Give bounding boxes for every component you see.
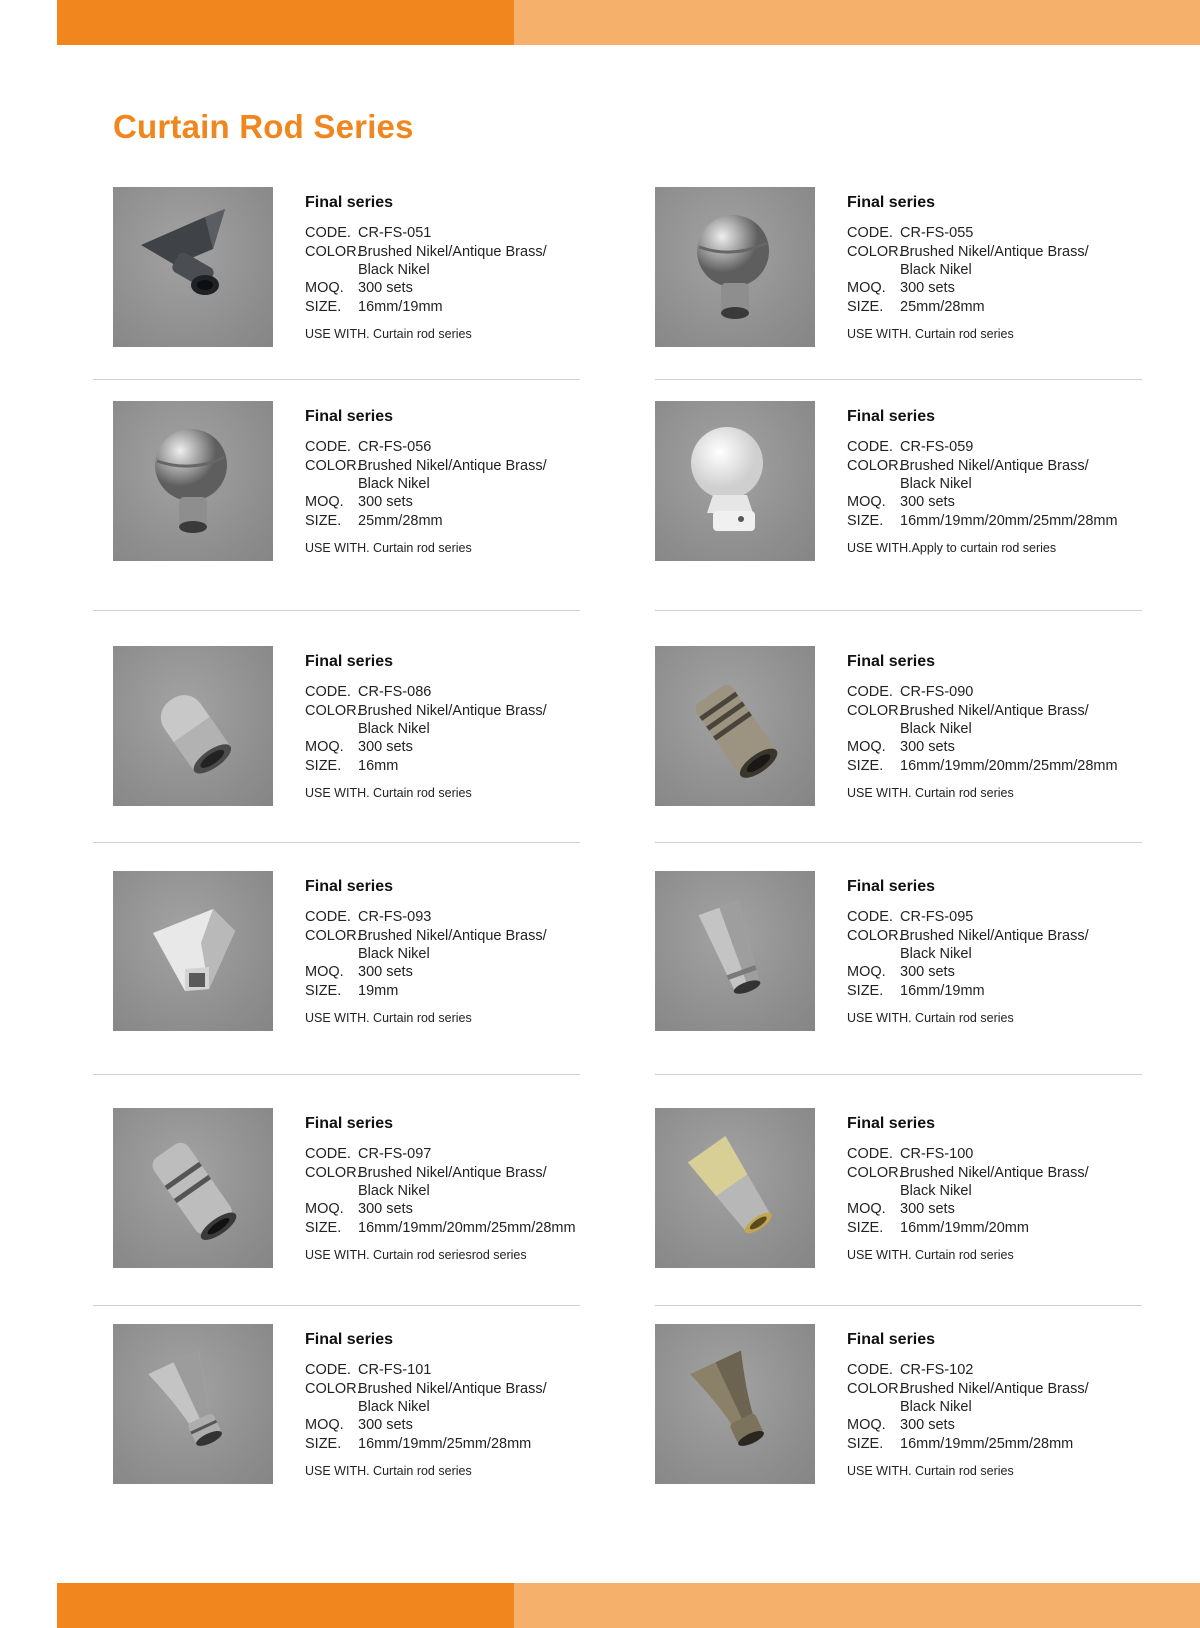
size-value: 25mm/28mm [900,299,985,315]
code-value: CR-FS-086 [358,684,432,700]
code-label: CODE. [847,1146,893,1162]
moq-label: MOQ. [847,1417,886,1433]
moq-label: MOQ. [847,739,886,755]
product-photo [655,871,815,1031]
code-row [847,1145,1187,1164]
color-value [358,1164,645,1200]
size-label: SIZE. [847,1220,884,1236]
size-value: 16mm/19mm/20mm/25mm/28mm [358,1220,576,1236]
use-with: USE WITH. Curtain rod series [847,1011,1014,1025]
size-row [305,512,645,531]
color-label: COLOR. [305,244,361,260]
page-title: Curtain Rod Series [113,108,414,145]
code-value: CR-FS-100 [900,1146,974,1162]
product-series: Final series [847,1115,936,1132]
code-label: CODE. [305,1362,351,1378]
use-with: USE WITH. Curtain rod seriesrod series [305,1248,527,1262]
color-label: COLOR. [847,1381,903,1397]
color-label: COLOR. [305,703,361,719]
size-row [847,512,1187,531]
product-series: Final series [305,878,394,895]
top-accent-bar-dark [57,0,514,45]
product-info [305,194,645,341]
code-value: CR-FS-097 [358,1146,432,1162]
top-accent-bar-light [514,0,1200,45]
use-with: USE WITH.Apply to curtain rod series [847,541,1057,555]
color-value-line2: Black Nikel [358,1183,430,1199]
use-with: USE WITH. Curtain rod series [305,541,472,555]
color-value [358,702,645,738]
moq-row [305,1200,645,1219]
moq-value: 300 sets [900,280,955,296]
color-label: COLOR. [847,703,903,719]
code-row [305,224,645,243]
product-info [847,408,1187,555]
moq-label: MOQ. [847,1201,886,1217]
moq-value: 300 sets [358,494,413,510]
color-value-line2: Black Nikel [900,1399,972,1415]
color-value [900,457,1187,493]
size-label: SIZE. [305,513,342,529]
product-series: Final series [847,194,936,211]
color-label: COLOR. [847,928,903,944]
product-series: Final series [847,1331,936,1348]
product-info [305,408,645,555]
code-value: CR-FS-101 [358,1362,432,1378]
code-row [847,438,1187,457]
product-card [655,187,1175,357]
product-series: Final series [847,653,936,670]
use-with: USE WITH. Curtain rod series [847,786,1014,800]
product-card [113,187,633,357]
color-value [900,243,1187,279]
size-label: SIZE. [305,983,342,999]
color-value [358,457,645,493]
moq-row [847,493,1187,512]
moq-value: 300 sets [900,964,955,980]
code-value: CR-FS-095 [900,909,974,925]
moq-row [305,493,645,512]
product-photo [113,401,273,561]
color-value-line1: Brushed Nikel/Antique Brass/ [358,1381,547,1397]
code-label: CODE. [305,1146,351,1162]
product-series: Final series [305,653,394,670]
code-label: CODE. [847,684,893,700]
color-row [847,702,1187,738]
product-series: Final series [847,878,936,895]
code-label: CODE. [847,439,893,455]
color-value-line1: Brushed Nikel/Antique Brass/ [900,458,1089,474]
moq-row [847,1200,1187,1219]
product-series: Final series [305,408,394,425]
color-row [305,457,645,493]
product-card [113,1324,633,1494]
code-label: CODE. [847,1362,893,1378]
moq-label: MOQ. [305,964,344,980]
size-value: 25mm/28mm [358,513,443,529]
moq-value: 300 sets [900,494,955,510]
size-row [305,982,645,1001]
product-series: Final series [305,1115,394,1132]
bottom-accent-bar-dark [57,1583,514,1628]
moq-label: MOQ. [847,280,886,296]
size-label: SIZE. [847,513,884,529]
product-photo [113,1324,273,1484]
product-photo [113,871,273,1031]
use-with: USE WITH. Curtain rod series [847,1248,1014,1262]
color-row [305,1164,645,1200]
product-info [847,878,1187,1025]
color-row [305,702,645,738]
color-row [305,927,645,963]
color-value-line1: Brushed Nikel/Antique Brass/ [900,244,1089,260]
color-row [847,243,1187,279]
cylinder-finial-icon [113,646,273,806]
moq-label: MOQ. [305,494,344,510]
color-value-line1: Brushed Nikel/Antique Brass/ [900,1381,1089,1397]
size-value: 19mm [358,983,399,999]
size-label: SIZE. [305,299,342,315]
color-value-line2: Black Nikel [900,946,972,962]
size-value: 16mm/19mm [358,299,443,315]
row-divider [93,610,580,611]
color-row [305,1380,645,1416]
size-label: SIZE. [847,299,884,315]
top-accent-bar [57,0,1200,45]
moq-value: 300 sets [358,964,413,980]
row-divider [93,379,580,380]
color-value-line2: Black Nikel [358,262,430,278]
row-divider [655,842,1142,843]
color-row [305,243,645,279]
product-photo [655,187,815,347]
product-photo [655,1108,815,1268]
color-row [847,1380,1187,1416]
product-series: Final series [305,1331,394,1348]
color-row [847,927,1187,963]
moq-row [847,738,1187,757]
size-label: SIZE. [305,1436,342,1452]
angular-finial-icon [113,187,273,347]
size-value: 16mm/19mm/20mm/25mm/28mm [900,758,1118,774]
size-value: 16mm/19mm/25mm/28mm [358,1436,532,1452]
code-label: CODE. [847,225,893,241]
color-value-line2: Black Nikel [358,476,430,492]
product-info [847,1115,1187,1262]
size-value: 16mm/19mm/20mm/25mm/28mm [900,513,1118,529]
product-card [113,646,633,816]
color-value [358,1380,645,1416]
code-value: CR-FS-102 [900,1362,974,1378]
size-label: SIZE. [847,983,884,999]
row-divider [655,1074,1142,1075]
bell-finial-icon [113,1324,273,1484]
color-label: COLOR. [305,1165,361,1181]
size-row [305,1435,645,1454]
color-value-line1: Brushed Nikel/Antique Brass/ [358,928,547,944]
color-value-line2: Black Nikel [900,262,972,278]
moq-row [305,1416,645,1435]
color-value [358,243,645,279]
color-value-line1: Brushed Nikel/Antique Brass/ [900,928,1089,944]
moq-label: MOQ. [847,964,886,980]
color-value-line1: Brushed Nikel/Antique Brass/ [358,703,547,719]
size-value: 16mm [358,758,399,774]
color-label: COLOR. [305,1381,361,1397]
use-with: USE WITH. Curtain rod series [305,1464,472,1478]
color-label: COLOR. [847,244,903,260]
size-row [305,298,645,317]
size-row [847,982,1187,1001]
code-row [305,908,645,927]
size-label: SIZE. [847,758,884,774]
moq-value: 300 sets [900,1201,955,1217]
product-photo [655,401,815,561]
row-divider [93,1074,580,1075]
code-row [847,683,1187,702]
cone-finial-icon [655,871,815,1031]
two-tone-cone-finial-icon [655,1108,815,1268]
color-label: COLOR. [847,1165,903,1181]
product-info [847,653,1187,800]
size-row [847,1435,1187,1454]
use-with: USE WITH. Curtain rod series [305,327,472,341]
product-card [655,871,1175,1041]
size-label: SIZE. [305,1220,342,1236]
white-ball-finial-icon [655,401,815,561]
product-info [847,194,1187,341]
color-label: COLOR. [847,458,903,474]
code-row [305,683,645,702]
code-label: CODE. [305,225,351,241]
size-value: 16mm/19mm [900,983,985,999]
row-divider [655,1305,1142,1306]
size-row [847,757,1187,776]
moq-value: 300 sets [358,1201,413,1217]
color-value [900,702,1187,738]
color-label: COLOR. [305,928,361,944]
use-with: USE WITH. Curtain rod series [847,1464,1014,1478]
code-row [305,1361,645,1380]
size-row [847,1219,1187,1238]
row-divider [655,379,1142,380]
ball-finial-icon [655,187,815,347]
product-info [305,1115,645,1262]
color-value-line2: Black Nikel [358,1399,430,1415]
code-row [847,224,1187,243]
moq-row [847,1416,1187,1435]
moq-label: MOQ. [847,494,886,510]
color-value [900,927,1187,963]
size-value: 16mm/19mm/20mm [900,1220,1029,1236]
product-info [305,878,645,1025]
code-value: CR-FS-093 [358,909,432,925]
size-row [847,298,1187,317]
product-series: Final series [847,408,936,425]
row-divider [655,610,1142,611]
code-label: CODE. [305,909,351,925]
moq-row [847,963,1187,982]
use-with: USE WITH. Curtain rod series [847,327,1014,341]
color-value-line2: Black Nikel [358,946,430,962]
code-value: CR-FS-059 [900,439,974,455]
product-photo [655,1324,815,1484]
moq-value: 300 sets [358,739,413,755]
grooved-cylinder-finial-icon [655,646,815,806]
color-value [358,927,645,963]
color-value [900,1164,1187,1200]
code-value: CR-FS-090 [900,684,974,700]
color-label: COLOR. [305,458,361,474]
color-value-line2: Black Nikel [900,476,972,492]
code-label: CODE. [305,684,351,700]
moq-value: 300 sets [900,1417,955,1433]
moq-value: 300 sets [900,739,955,755]
product-photo [113,187,273,347]
size-label: SIZE. [847,1436,884,1452]
color-value [900,1380,1187,1416]
code-row [847,908,1187,927]
row-divider [93,1305,580,1306]
bottom-accent-bar-light [514,1583,1200,1628]
color-value-line2: Black Nikel [900,721,972,737]
code-value: CR-FS-055 [900,225,974,241]
size-row [305,1219,645,1238]
moq-row [305,279,645,298]
product-card [113,401,633,571]
size-value: 16mm/19mm/25mm/28mm [900,1436,1074,1452]
code-label: CODE. [847,909,893,925]
code-row [847,1361,1187,1380]
product-series: Final series [305,194,394,211]
color-value-line1: Brushed Nikel/Antique Brass/ [900,703,1089,719]
moq-value: 300 sets [358,1417,413,1433]
product-photo [113,646,273,806]
moq-label: MOQ. [305,739,344,755]
moq-row [305,738,645,757]
moq-label: MOQ. [305,1201,344,1217]
code-row [305,1145,645,1164]
color-row [847,1164,1187,1200]
product-info [305,653,645,800]
color-value-line2: Black Nikel [358,721,430,737]
color-value-line1: Brushed Nikel/Antique Brass/ [358,458,547,474]
product-photo [655,646,815,806]
product-card [655,1324,1175,1494]
twisted-finial-icon [113,871,273,1031]
product-info [847,1331,1187,1478]
product-card [113,1108,633,1278]
product-card [655,401,1175,571]
ringed-cylinder-finial-icon [113,1108,273,1268]
moq-label: MOQ. [305,1417,344,1433]
color-value-line1: Brushed Nikel/Antique Brass/ [358,1165,547,1181]
bottom-accent-bar [57,1583,1200,1628]
color-value-line1: Brushed Nikel/Antique Brass/ [358,244,547,260]
use-with: USE WITH. Curtain rod series [305,786,472,800]
product-photo [113,1108,273,1268]
moq-value: 300 sets [358,280,413,296]
ball-finial-icon [113,401,273,561]
product-card [655,1108,1175,1278]
product-info [305,1331,645,1478]
code-value: CR-FS-056 [358,439,432,455]
code-value: CR-FS-051 [358,225,432,241]
moq-label: MOQ. [305,280,344,296]
size-row [305,757,645,776]
product-card [113,871,633,1041]
color-value-line1: Brushed Nikel/Antique Brass/ [900,1165,1089,1181]
code-label: CODE. [305,439,351,455]
code-row [305,438,645,457]
color-row [847,457,1187,493]
use-with: USE WITH. Curtain rod series [305,1011,472,1025]
size-label: SIZE. [305,758,342,774]
product-card [655,646,1175,816]
bronze-bell-finial-icon [655,1324,815,1484]
color-value-line2: Black Nikel [900,1183,972,1199]
moq-row [305,963,645,982]
moq-row [847,279,1187,298]
row-divider [93,842,580,843]
